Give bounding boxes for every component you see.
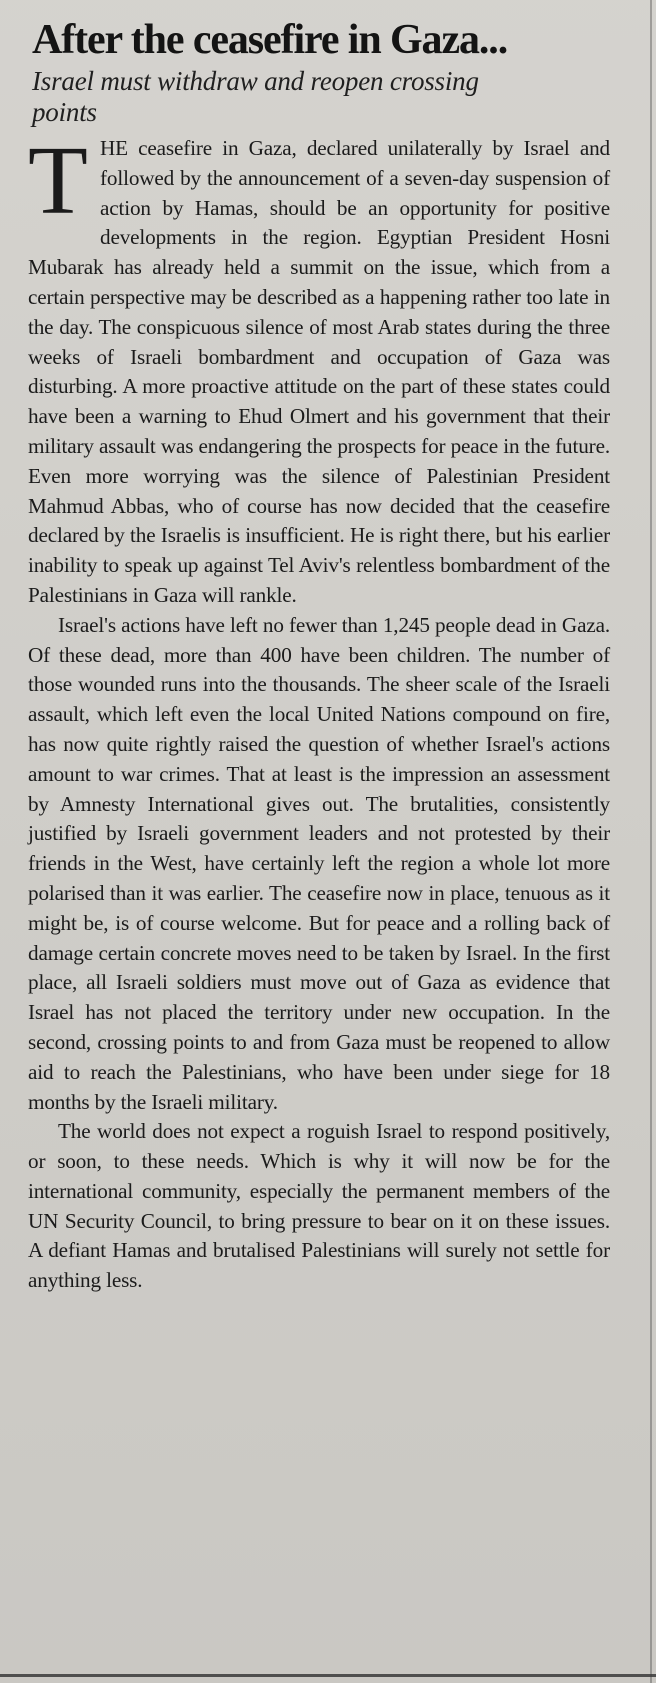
- article-subhead: Israel must withdraw and reopen crossing points: [32, 66, 479, 127]
- article-body: [28, 127, 610, 1296]
- bottom-rule: [0, 1674, 656, 1677]
- article-paragraph-2: Israel's actions have left no fewer than 1,245 people dead in Gaza. Of these dead, more than 400 have been children. The number of those wounded runs into the thousands. The sheer scale of the Israeli assault, which left even the local United Nations compound on fire, has now quite rightly raised the question of whether Israel's actions amount to war crimes. That at least is the impression an assessment by Amnesty International gives out. The brutalities, consistently justified by Israeli government leaders and not protested by their friends in the West, have certainly left the region a whole lot more polarised than it was earlier. The ceasefire now in place, tenuous as it might be, is of course welcome. But for peace and a rolling back of damage certain concrete moves need to be taken by Israel. In the first place, all Israeli soldiers must move out of Gaza as evidence that Israel has not placed the territory under new occupation. In the second, crossing points to and from Gaza must be reopened to allow aid to reach the Palestinians, who have been under siege for 18 months by the Israeli military.: [28, 612, 610, 1114]
- paragraph-1-text: HE ceasefire in Gaza, declared unilaterally by Israel and followed by the announcement of a seven-day suspension of action by Hamas, should be an opportunity for positive developments in the region. Egyptian President Hosni Mubarak has already held a summit on the issue, which from a certain perspective may be described as a happening rather too late in the day. The conspicuous silence of most Arab states during the three weeks of Israeli bombardment and occupation of Gaza was disturbing. A more proactive attitude on the part of these states could have been a warning to Ehud Olmert and his government that their military assault was endangering the prospects for peace in the future. Even more worrying was the silence of Palestinian President Mahmud Abbas, who of course has now decided that the ceasefire declared by the Israelis is insufficient. He is right there, but his earlier inability to speak up against Tel Aviv's relentless bombardment of the Palestinians in Gaza will rankle.: [28, 136, 610, 607]
- article-headline: After the ceasefire in Gaza...: [32, 17, 508, 63]
- page-edge: [650, 0, 652, 1683]
- article-paragraph-3: The world does not expect a roguish Israel to respond positively, or soon, to these needs. Which is why it will now be for the international community, especially the permanent members of the UN Security Council, to bring pressure to bear on it on these issues. A defiant Hamas and brutalised Palestinians will surely not settle for anything less.: [28, 1119, 610, 1293]
- article-paragraph-1: [28, 127, 610, 611]
- drop-cap: T: [28, 127, 88, 235]
